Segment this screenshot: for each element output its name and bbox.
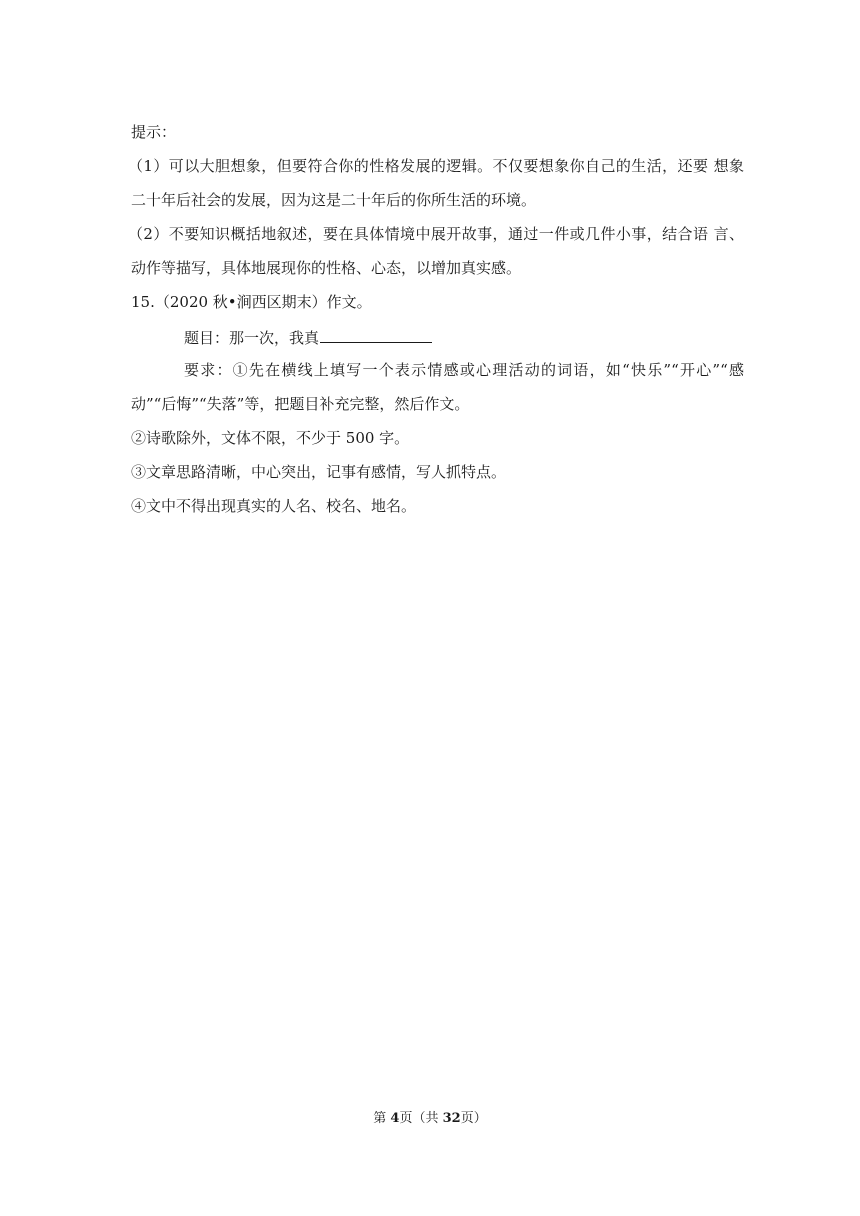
footer-middle: 页（共: [399, 1111, 443, 1126]
essay-title: 题目：那一次，我真: [184, 329, 320, 347]
footer-total-pages: 32: [442, 1111, 461, 1126]
tip-2-line-2: 动作等描写，具体地展现你的性格、心态，以增加真实感。: [131, 259, 522, 277]
requirement-4: ④文中不得出现真实的人名、校名、地名。: [131, 497, 417, 515]
footer-page-number: 4: [390, 1111, 400, 1126]
requirement-1-line-1: 要求：①先在横线上填写一个表示情感或心理活动的词语，如“快乐”“开心”“感: [184, 361, 744, 379]
tip-1-line-2: 二十年后社会的发展，因为这是二十年后的你所生活的环境。: [131, 191, 537, 209]
tip-1-line-1: （1）可以大胆想象，但要符合你的性格发展的逻辑。不仅要想象你自己的生活，还要 想象: [128, 157, 744, 175]
tip-2-line-1: （2）不要知识概括地叙述，要在具体情境中展开故事，通过一件或几件小事，结合语 言、: [128, 225, 744, 243]
footer-prefix: 第: [373, 1111, 391, 1126]
footer-suffix: 页）: [460, 1111, 487, 1126]
essay-title-line: [184, 326, 432, 348]
tips-heading: 提示：: [131, 123, 177, 141]
question-15-header: 15.（2020 秋•涧西区期末）作文。: [131, 293, 372, 311]
requirement-1-line-2: 动”“后悔”“失落”等，把题目补充完整，然后作文。: [131, 395, 470, 413]
page-footer: [0, 1110, 860, 1128]
fill-in-blank: [320, 326, 432, 343]
requirement-2: ②诗歌除外，文体不限，不少于 500 字。: [131, 429, 410, 447]
requirement-3: ③文章思路清晰，中心突出，记事有感情，写人抓特点。: [131, 463, 507, 481]
